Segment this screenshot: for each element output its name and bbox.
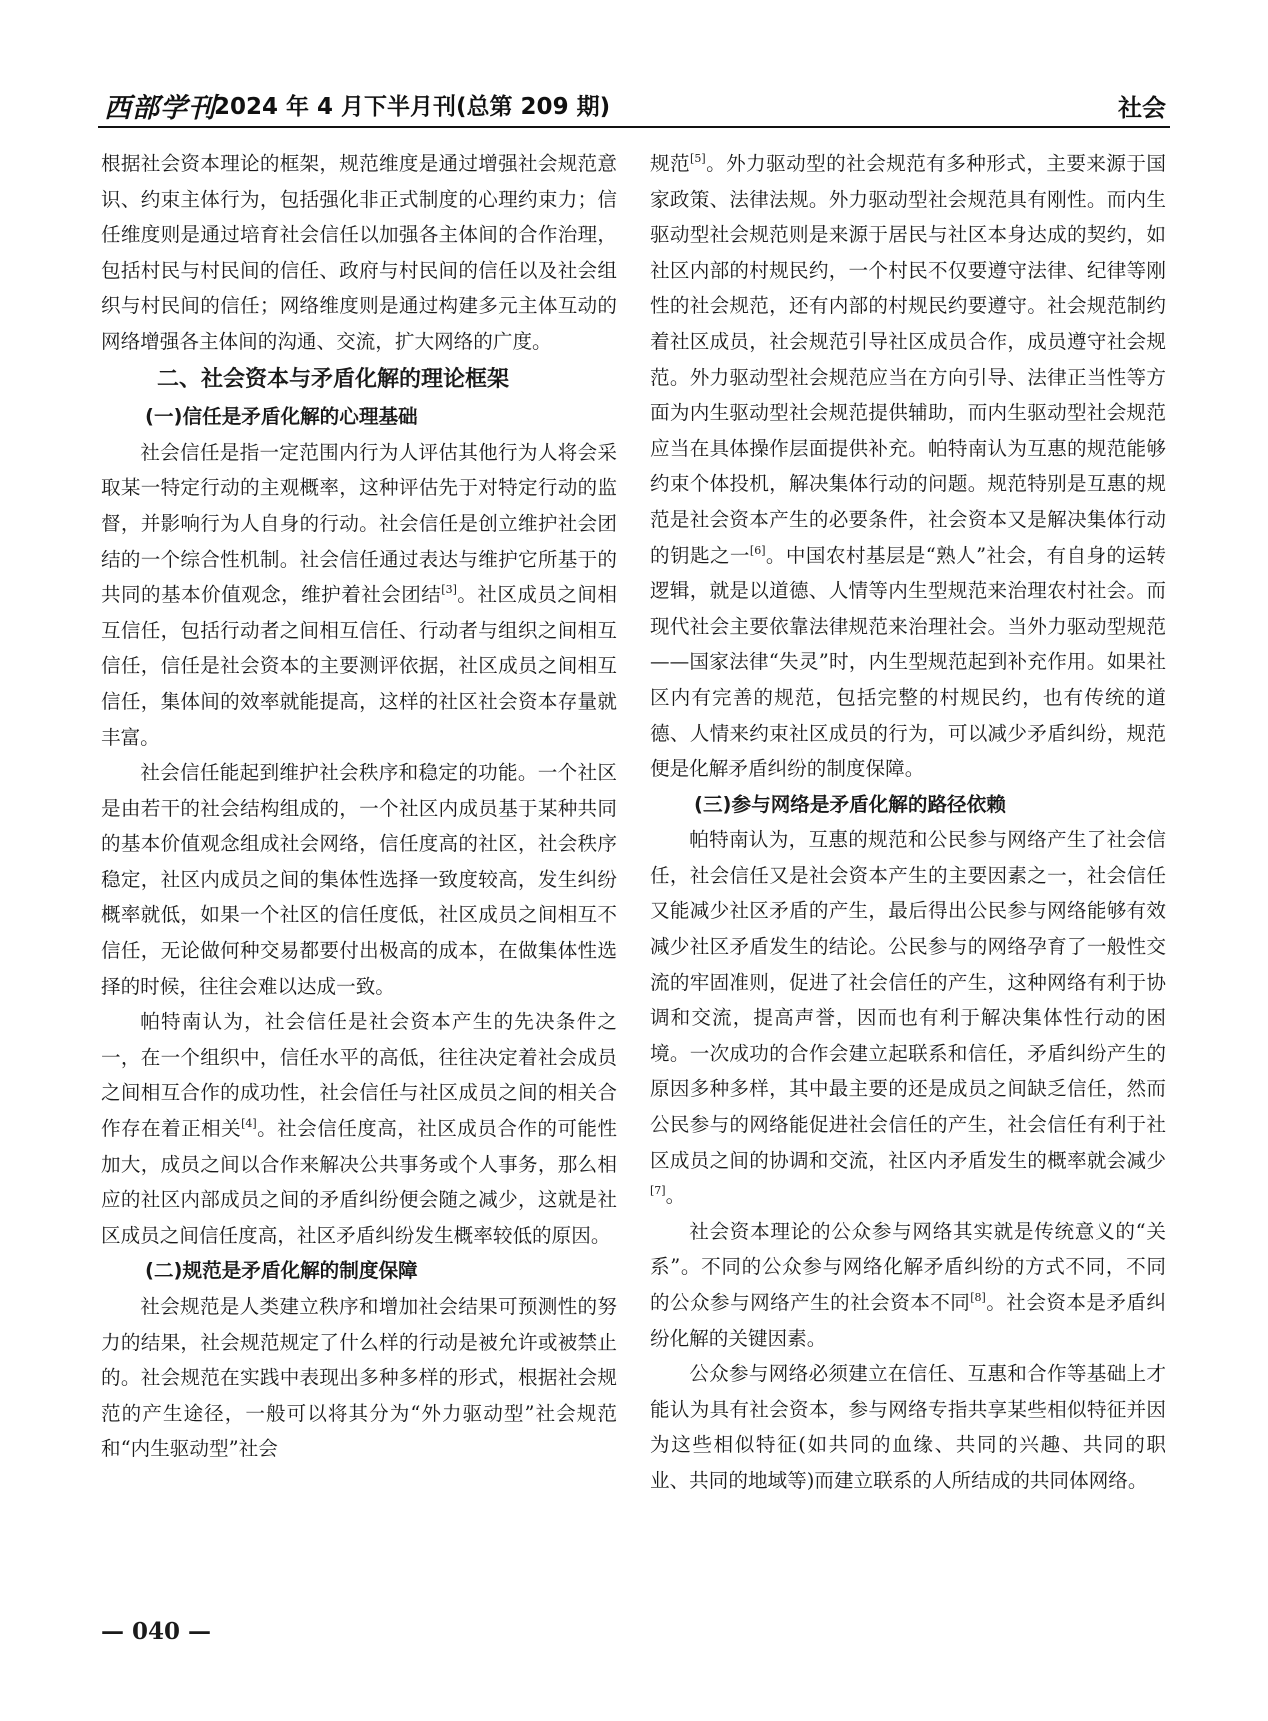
paragraph: [650, 822, 1166, 1214]
right-column: [650, 146, 1166, 1499]
paragraph: 社会信任能起到维护社会秩序和稳定的功能。一个社区是由若干的社会结构组成的，一个社区内成员基于某种共同的基本价值观念组成社会网络，信任度高的社区，社会秩序稳定，社区内成员之间的集体性选择一致度较高，发生纠纷概率就低，如果一个社区的信任度低，社区成员之间相互不信任，无论做何种交易都要付出极高的成本，在做集体性选择的时候，往往会难以达成一致。: [101, 761, 617, 998]
text-run: 社会信任是指一定范围内行为人评估其他行为人将会采取某一特定行动的主观概率，这种评估先于对特定行动的监督，并影响行为人自身的行动。社会信任是创立维护社会团结的一个综合性机制。社会信任通过表达与维护它所基于的共同的基本价值观念，维护着社会团结: [101, 440, 617, 607]
journal-logo: 西部学刊: [104, 93, 216, 124]
subsection-heading: (一)信任是矛盾化解的心理基础: [145, 405, 418, 429]
text-run: 规范: [650, 152, 691, 175]
text-run: 。中国农村基层是“熟人”社会，有自身的运转逻辑，就是以道德、人情等内生型规范来治理农村社会。而现代社会主要依靠法律规范来治理社会。当外力驱动型规范——国家法律“失灵”时，内生型规范起到补充作用。如果社区内有完善的规范，包括完整的村规民约，也有传统的道德、人情来约束社区成员的行为，可以减少矛盾纠纷，规范便是化解矛盾纠纷的制度保障。: [650, 543, 1166, 781]
text-run: 。社会信任度高，社区成员合作的可能性加大，成员之间以合作来解决公共事务或个人事务，那么相应的社区内部成员之间的矛盾纠纷便会随之减少，这就是社区成员之间信任度高，社区矛盾纠纷发生概率较低的原因。: [101, 1117, 618, 1247]
issue-info: 2024 年 4 月下半月刊(总第 209 期): [214, 94, 611, 120]
subsection-heading: (三)参与网络是矛盾化解的路径依赖: [694, 792, 1006, 816]
paragraph: 根据社会资本理论的框架，规范维度是通过增强社会规范意识、约束主体行为，包括强化非正式制度的心理约束力；信任维度则是通过培育社会信任以加强各主体间的合作治理，包括村民与村民间的信任、政府与村民间的信任以及社会组织与村民间的信任；网络维度则是通过构建多元主体互动的网络增强各主体间的沟通、交流，扩大网络的广度。: [101, 152, 617, 353]
paragraph: [650, 146, 1166, 787]
page-number: — 040 —: [101, 1618, 212, 1645]
running-header: [98, 84, 1170, 128]
text-run: 社会资本理论的公众参与网络其实就是传统意义的“关系”。不同的公众参与网络化解矛盾纠纷的方式不同，不同的公众参与网络产生的社会资本不同: [650, 1219, 1166, 1314]
text-run: 帕特南认为，社会信任是社会资本产生的先决条件之一，在一个组织中，信任水平的高低，往往决定着社会成员之间相互合作的成功性，社会信任与社区成员之间的相关合作存在着正相关: [101, 1010, 617, 1141]
text-run: 。: [665, 1184, 686, 1208]
text-run: 。社区成员之间相互信任，包括行动者之间相互信任、行动者与组织之间相互信任，信任是社会资本的主要测评依据，社区成员之间相互信任，集体间的效率就能提高，这样的社区社会资本存量就丰富。: [101, 583, 618, 749]
paragraph: 社会规范是人类建立秩序和增加社会结果可预测性的努力的结果，社会规范规定了什么样的行动是被允许或被禁止的。社会规范在实践中表现出多种多样的形式，根据社会规范的产生途径，一般可以将其分为“外力驱动型”社会规范和“内生驱动型”社会: [101, 1295, 617, 1461]
left-column: [101, 146, 617, 1467]
paragraph: 公众参与网络必须建立在信任、互惠和合作等基础上才能认为具有社会资本，参与网络专指共享某些相似特征并因为这些相似特征(如共同的血缘、共同的兴趣、共同的职业、共同的地域等)而建立联系的人所结成的共同体网络。: [650, 1362, 1166, 1492]
citation-ref: [3]: [441, 583, 457, 597]
citation-ref: [4]: [241, 1117, 257, 1131]
text-run: 。社会资本是矛盾纠纷化解的关键因素。: [650, 1291, 1167, 1350]
section-label: 社会: [1118, 94, 1166, 122]
text-run: 。外力驱动型的社会规范有多种形式，主要来源于国家政策、法律法规。外力驱动型社会规范具有刚性。而内生驱动型社会规范则是来源于居民与社区本身达成的契约，如社区内部的村规民约，一个村民不仅要遵守法律、纪律等刚性的社会规范，还有内部的村规民约要遵守。社会规范制约着社区成员，社会规范引导社区成员合作，成员遵守社会规范。外力驱动型社会规范应当在方向引导、法律正当性等方面为内生驱动型社会规范提供辅助，而内生驱动型社会规范应当在具体操作层面提供补充。帕特南认为互惠的规范能够约束个体投机，解决集体行动的问题。规范特别是互惠的规范是社会资本产生的必要条件，社会资本又是解决集体行动的钥匙之一: [650, 152, 1167, 567]
section-heading: 二、社会资本与矛盾化解的理论框架: [157, 366, 510, 392]
subsection-heading: (二)规范是矛盾化解的制度保障: [145, 1259, 418, 1283]
citation-ref: [5]: [690, 152, 706, 165]
paragraph: [650, 1214, 1166, 1356]
paragraph: [101, 1004, 617, 1253]
paragraph: [101, 435, 617, 755]
citation-ref: [8]: [970, 1291, 986, 1304]
text-run: 帕特南认为，互惠的规范和公民参与网络产生了社会信任，社会信任又是社会资本产生的主要因素之一，社会信任又能减少社区矛盾的产生，最后得出公民参与网络能够有效减少社区矛盾发生的结论。公民参与的网络孕育了一般性交流的牢固准则，促进了社会信任的产生，这种网络有利于协调和交流，提高声誉，因而也有利于解决集体性行动的困境。一次成功的合作会建立起联系和信任，矛盾纠纷产生的原因多种多样，其中最主要的还是成员之间缺乏信任，然而公民参与的网络能促进社会信任的产生，社会信任有利于社区成员之间的协调和交流，社区内矛盾发生的概率就会减少: [650, 828, 1166, 1172]
citation-ref: [7]: [650, 1184, 666, 1198]
citation-ref: [6]: [749, 543, 766, 557]
